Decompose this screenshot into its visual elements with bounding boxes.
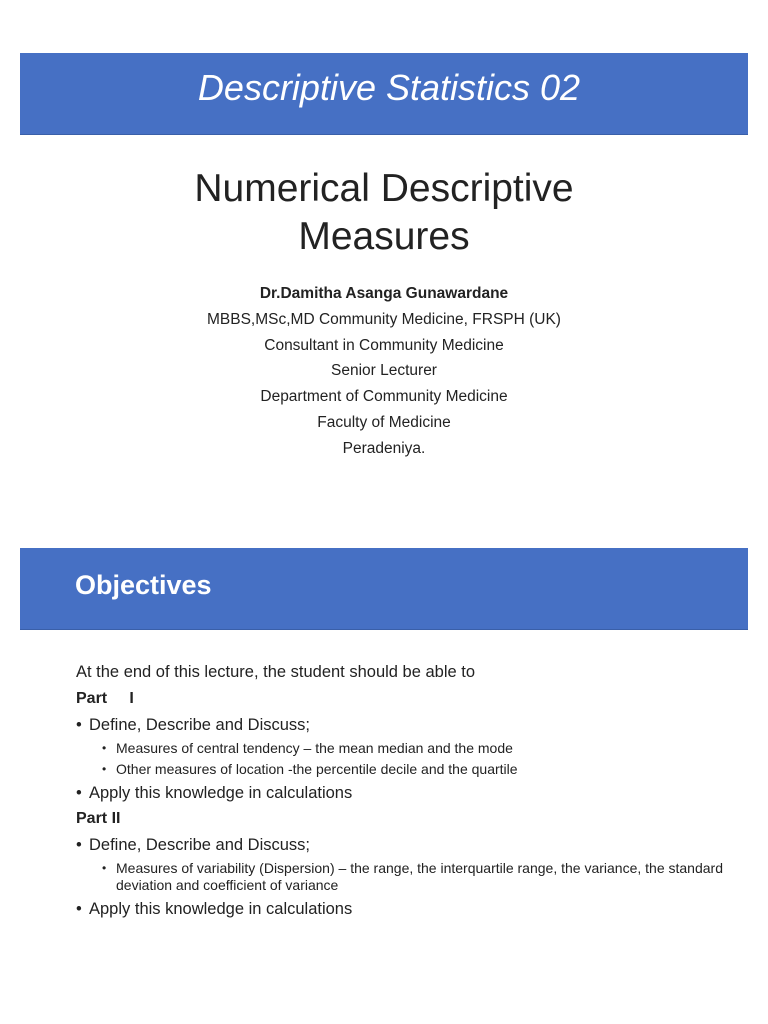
bullet-icon: •	[76, 900, 82, 918]
list-item	[76, 898, 726, 920]
part-1-sub-1: Measures of central tendency – the mean median and the mode	[116, 740, 513, 756]
author-location: Peradeniya.	[342, 439, 426, 457]
bullet-icon: •	[102, 861, 107, 875]
bullet-icon: •	[76, 784, 82, 802]
bullet-icon: •	[76, 716, 82, 734]
slide-title-line1: Numerical Descriptive	[194, 167, 574, 210]
list-item	[76, 740, 726, 757]
author-faculty: Faculty of Medicine	[317, 413, 451, 431]
part-1-bullet-2: Apply this knowledge in calculations	[89, 784, 353, 802]
author-position-2: Senior Lecturer	[331, 362, 437, 380]
author-qualifications: MBBS,MSc,MD Community Medicine, FRSPH (UK)	[207, 310, 561, 328]
part-2-label: Part II	[76, 810, 121, 827]
list-item	[76, 860, 726, 894]
bullet-icon: •	[102, 762, 107, 776]
list-item	[76, 782, 726, 804]
slide-title	[0, 165, 768, 261]
author-position-1: Consultant in Community Medicine	[264, 336, 504, 354]
objectives-heading: Objectives	[75, 570, 212, 600]
author-department: Department of Community Medicine	[260, 388, 508, 406]
author-name: Dr.Damitha Asanga Gunawardane	[259, 285, 509, 302]
part-1-sub-2: Other measures of location -the percentile decile and the quartile	[116, 761, 518, 777]
objectives-list	[76, 660, 726, 924]
part-1-label: Part I	[76, 690, 134, 707]
list-item	[76, 834, 726, 856]
bullet-icon: •	[102, 741, 107, 755]
objectives-intro: At the end of this lecture, the student should be able to	[76, 663, 476, 681]
part-2-bullet-1: Define, Describe and Discuss;	[89, 836, 311, 854]
part-1-bullet-1: Define, Describe and Discuss;	[89, 716, 311, 734]
list-item	[76, 714, 726, 736]
objectives-banner	[20, 548, 748, 630]
course-title: Descriptive Statistics 02	[197, 67, 581, 108]
slide-title-line2: Measures	[298, 215, 470, 258]
author-block	[0, 281, 768, 462]
slide1-title-banner	[20, 53, 748, 135]
part-2-bullet-2: Apply this knowledge in calculations	[89, 900, 353, 918]
list-item	[76, 761, 726, 778]
part-2-sub-1: Measures of variability (Dispersion) – the range, the interquartile range, the variance, the standard deviation and coefficient of variance	[116, 860, 723, 893]
bullet-icon: •	[76, 836, 82, 854]
